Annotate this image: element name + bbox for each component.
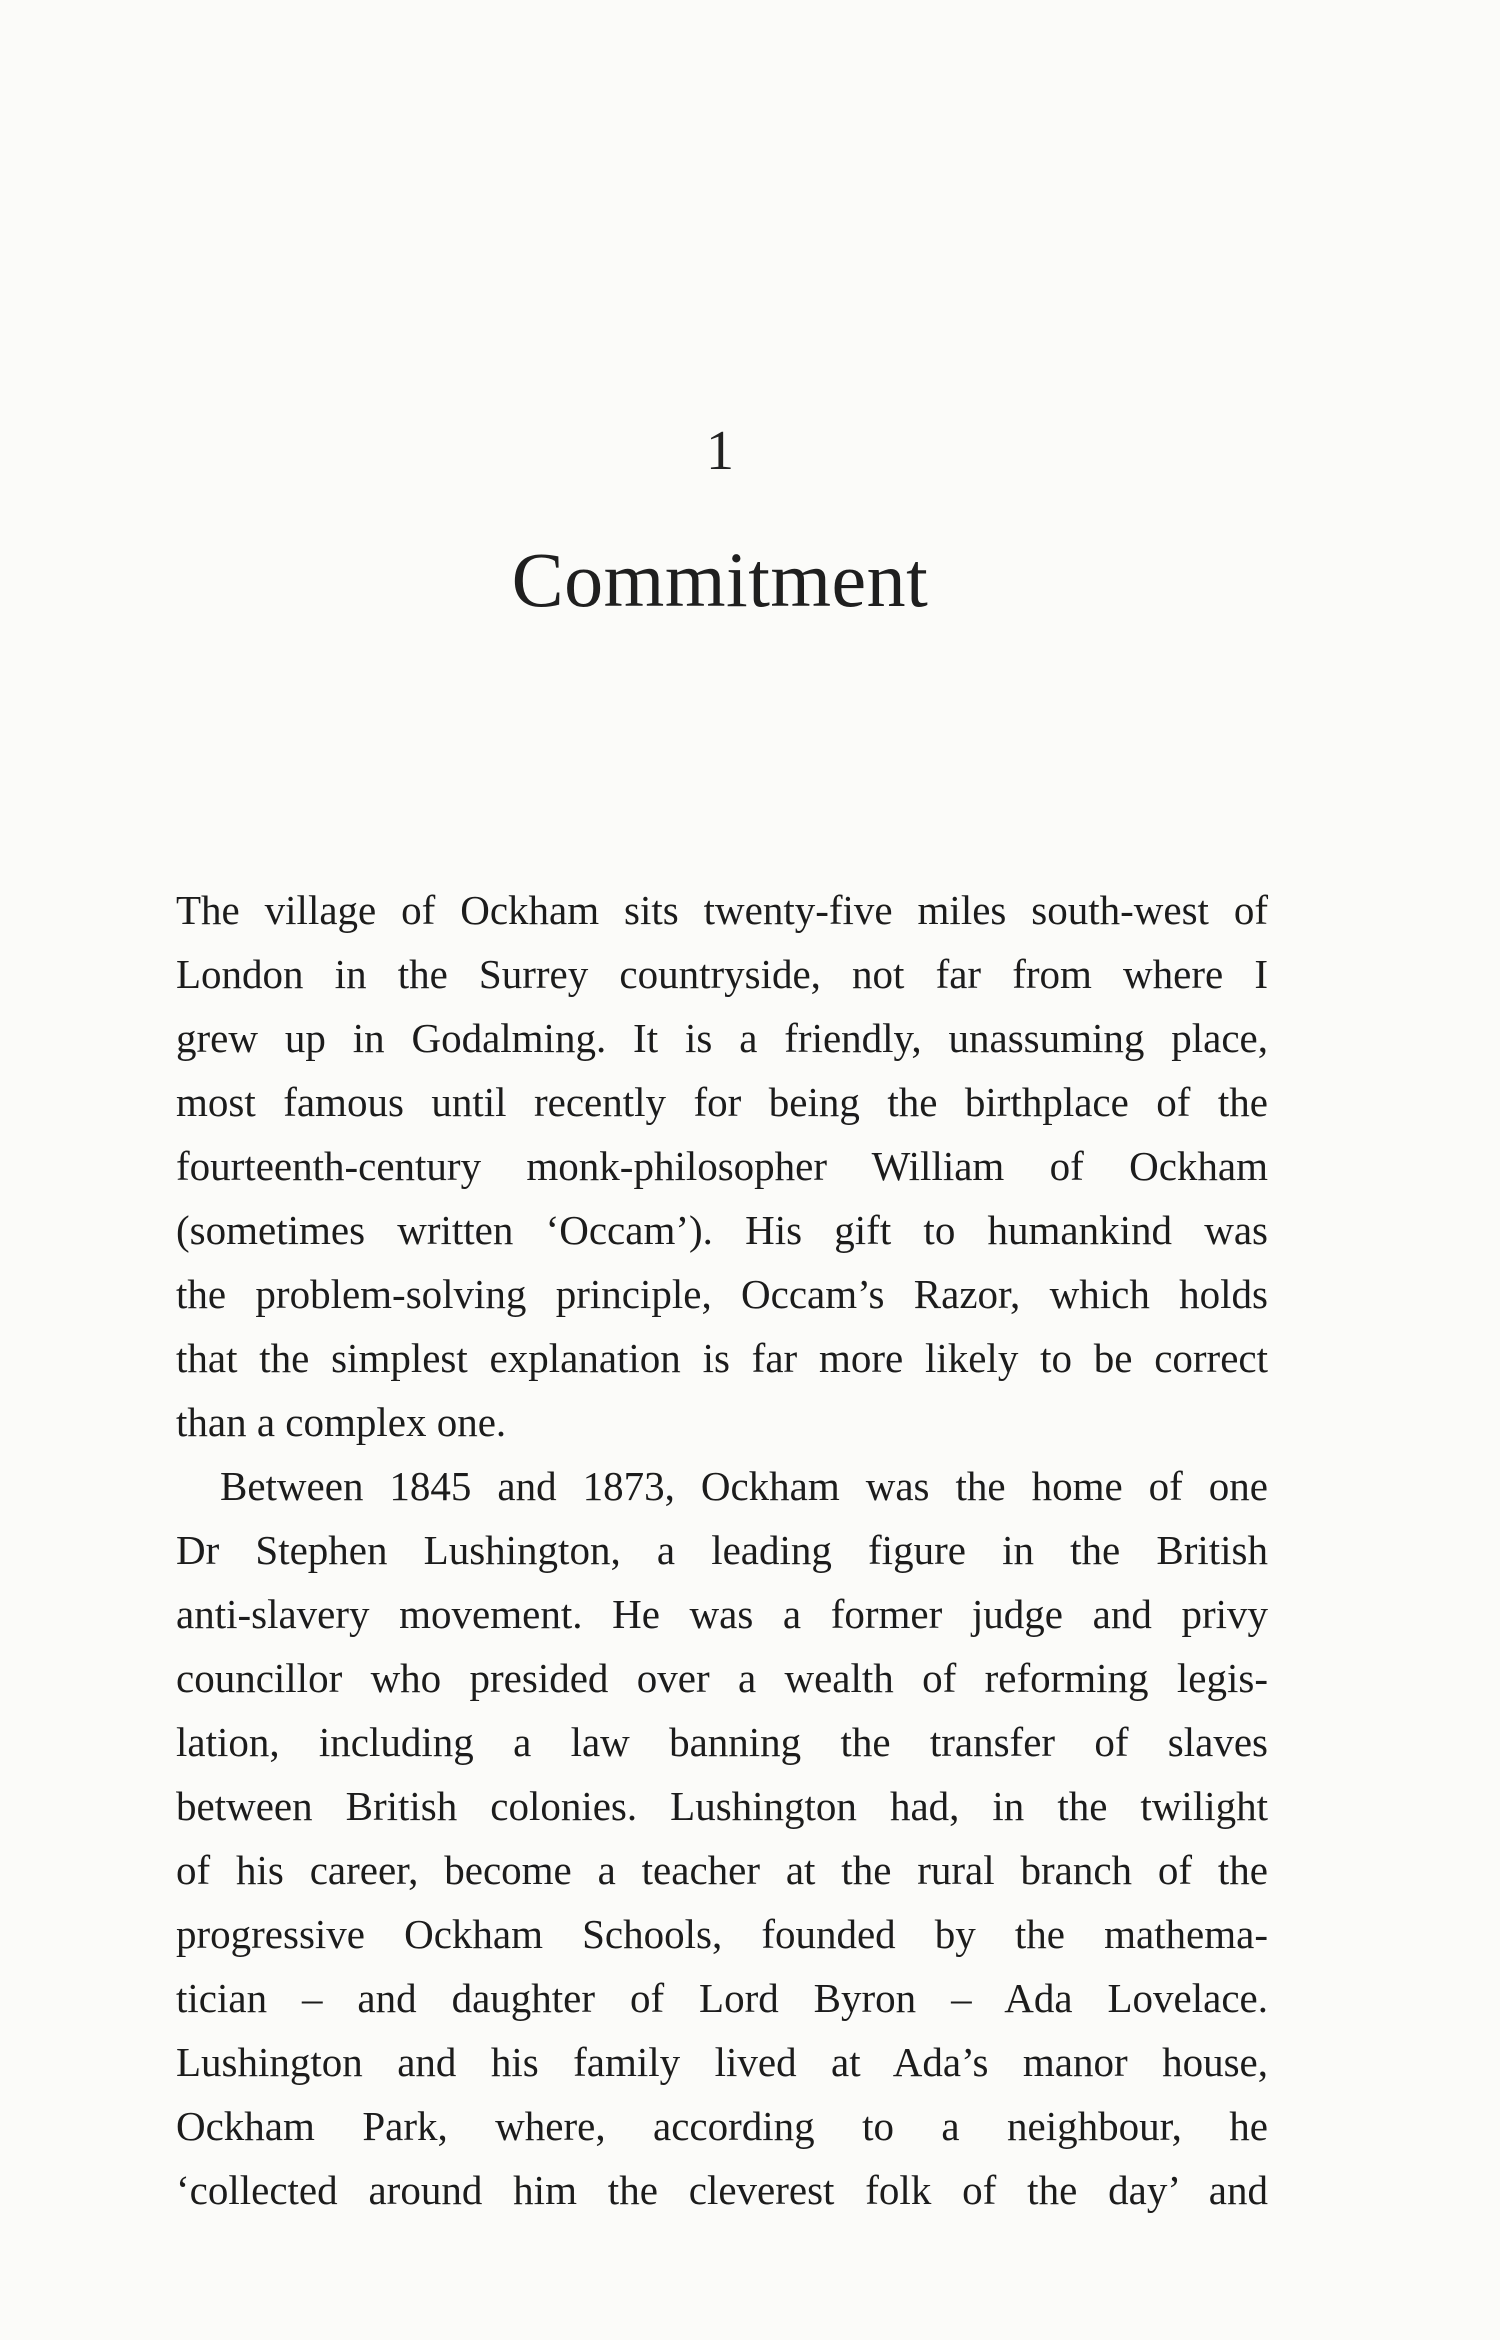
text-line: progressive Ockham Schools, founded by the mathema- [176, 1911, 1268, 1957]
body-text [176, 878, 1268, 2222]
text-line: anti-slavery movement. He was a former judge and privy [176, 1591, 1268, 1637]
text-line: the problem-solving principle, Occam’s Razor, which holds [176, 1271, 1268, 1317]
text-line: ‘collected around him the cleverest folk of the day’ and [176, 2167, 1268, 2213]
text-line: most famous until recently for being the birthplace of the [176, 1079, 1268, 1125]
text-line: councillor who presided over a wealth of reforming legis- [176, 1655, 1268, 1701]
text-line: (sometimes written ‘Occam’). His gift to humankind was [176, 1207, 1268, 1253]
chapter-number: 1 [706, 420, 734, 482]
text-line: that the simplest explanation is far more likely to be correct [176, 1335, 1268, 1381]
text-line: Lushington and his family lived at Ada’s manor house, [176, 2039, 1268, 2085]
text-line: London in the Surrey countryside, not far from where I [176, 951, 1268, 997]
paragraph-1 [176, 878, 1268, 1454]
text-line: tician – and daughter of Lord Byron – Ada Lovelace. [176, 1975, 1268, 2021]
text-line: lation, including a law banning the transfer of slaves [176, 1719, 1268, 1765]
text-line: fourteenth-century monk-philosopher William of Ockham [176, 1143, 1268, 1189]
text-line: Ockham Park, where, according to a neighbour, he [176, 2103, 1268, 2149]
chapter-title: Commitment [511, 536, 929, 623]
text-line: The village of Ockham sits twenty-five miles south-west of [176, 887, 1268, 933]
text-line: than a complex one. [176, 1399, 507, 1445]
paragraph-2 [176, 1454, 1268, 2222]
text-line: between British colonies. Lushington had, in the twilight [176, 1783, 1268, 1829]
text-line: of his career, become a teacher at the rural branch of the [176, 1847, 1268, 1893]
text-line: Dr Stephen Lushington, a leading figure in the British [176, 1527, 1268, 1573]
text-line: grew up in Godalming. It is a friendly, unassuming place, [176, 1015, 1268, 1061]
text-line: Between 1845 and 1873, Ockham was the home of one [220, 1463, 1268, 1509]
